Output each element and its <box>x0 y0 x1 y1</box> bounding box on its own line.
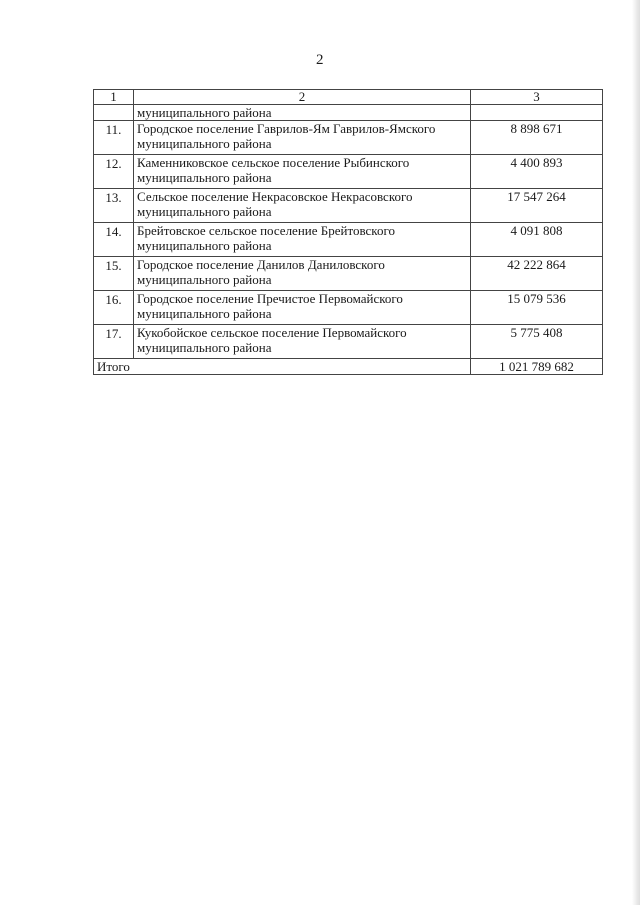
row-number: 15. <box>94 257 134 291</box>
table-row-continuation <box>94 105 603 121</box>
allocation-table <box>93 89 603 375</box>
row-number: 13. <box>94 189 134 223</box>
row-name: Каменниковское сельское поселение Рыбинского муниципального района <box>134 155 471 189</box>
table-row <box>94 325 603 359</box>
table-row <box>94 291 603 325</box>
row-sum: 4 091 808 <box>471 223 603 257</box>
scan-edge-shadow <box>632 0 640 905</box>
row-name: Кукобойское сельское поселение Первомайского муниципального района <box>134 325 471 359</box>
row-name: Брейтовское сельское поселение Брейтовского муниципального района <box>134 223 471 257</box>
row-name: муниципального района <box>134 105 471 121</box>
row-number: 14. <box>94 223 134 257</box>
table-total-row <box>94 359 603 375</box>
table-row <box>94 189 603 223</box>
header-col-3: 3 <box>471 90 603 105</box>
row-number: 11. <box>94 121 134 155</box>
table-row <box>94 257 603 291</box>
row-number <box>94 105 134 121</box>
row-number: 17. <box>94 325 134 359</box>
row-name: Городское поселение Пречистое Первомайского муниципального района <box>134 291 471 325</box>
row-name: Сельское поселение Некрасовское Некрасовского муниципального района <box>134 189 471 223</box>
total-label: Итого <box>94 359 471 375</box>
row-sum: 8 898 671 <box>471 121 603 155</box>
row-number: 12. <box>94 155 134 189</box>
row-sum: 5 775 408 <box>471 325 603 359</box>
page-number: 2 <box>316 52 324 68</box>
table-row <box>94 223 603 257</box>
row-sum: 15 079 536 <box>471 291 603 325</box>
total-sum: 1 021 789 682 <box>471 359 603 375</box>
header-col-2: 2 <box>134 90 471 105</box>
row-sum: 4 400 893 <box>471 155 603 189</box>
row-sum: 42 222 864 <box>471 257 603 291</box>
row-name: Городское поселение Данилов Даниловского муниципального района <box>134 257 471 291</box>
row-sum <box>471 105 603 121</box>
table-row <box>94 121 603 155</box>
header-col-1: 1 <box>94 90 134 105</box>
table-row <box>94 155 603 189</box>
row-name: Городское поселение Гаврилов-Ям Гаврилов-Ямского муниципального района <box>134 121 471 155</box>
row-number: 16. <box>94 291 134 325</box>
row-sum: 17 547 264 <box>471 189 603 223</box>
table-header-row <box>94 90 603 105</box>
